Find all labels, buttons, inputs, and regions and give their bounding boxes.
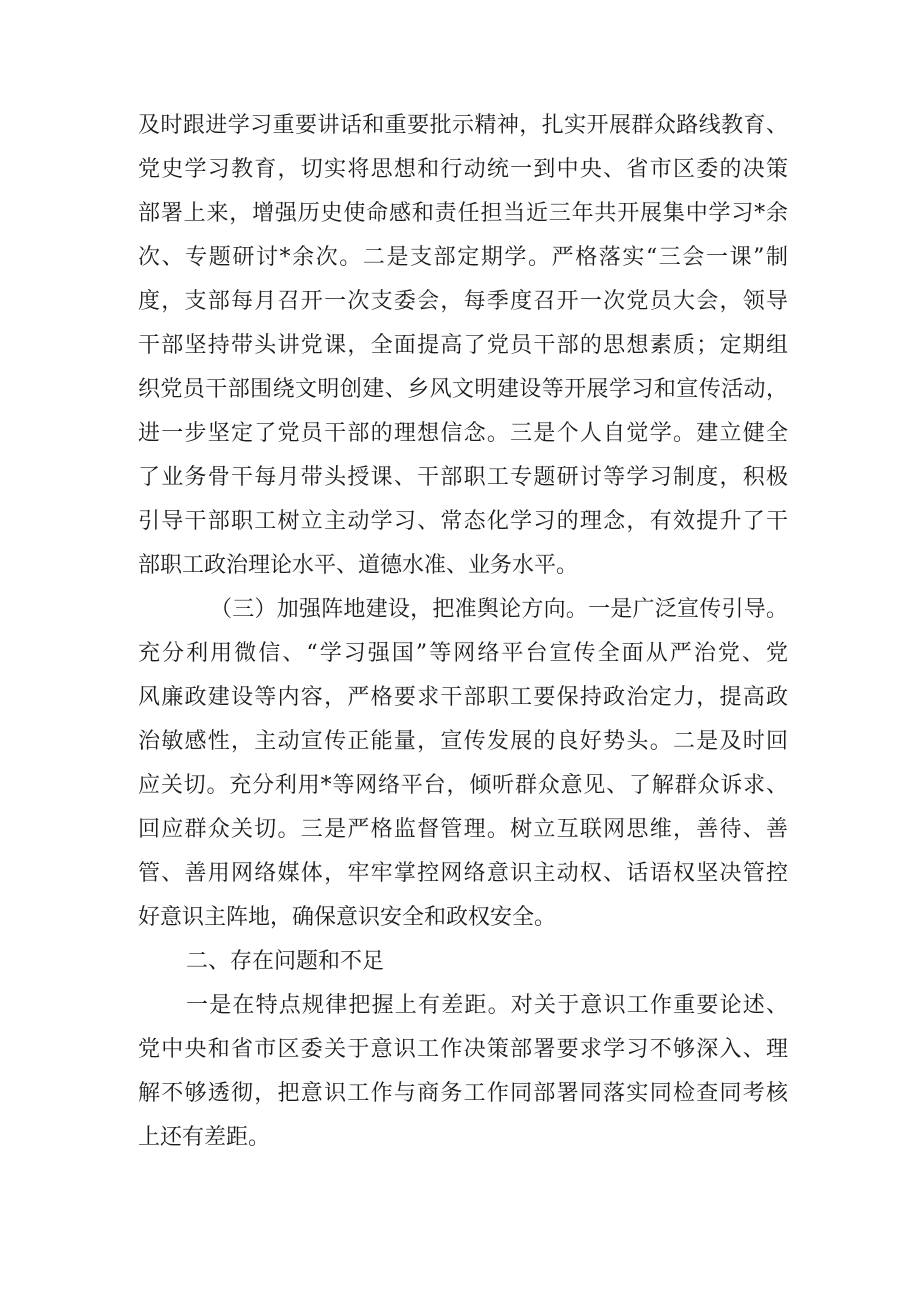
text-line-18: 管、善用网络媒体，牢牢掌控网络意识主动权、话语权坚决管控 bbox=[138, 861, 788, 886]
text-line-5: 度，支部每月召开一次支委会，每季度召开一次党员大会，领导 bbox=[138, 289, 788, 314]
text-line-17: 回应群众关切。三是严格监督管理。树立互联网思维，善待、善 bbox=[138, 817, 788, 842]
text-line-10: 引导干部职工树立主动学习、常态化学习的理念，有效提升了干 bbox=[138, 509, 788, 534]
text-line-2: 党史学习教育，切实将思想和行动统一到中央、省市区委的决策 bbox=[138, 157, 788, 182]
text-line-9: 了业务骨干每月带头授课、干部职工专题研讨等学习制度，积极 bbox=[138, 465, 788, 490]
text-line-7: 织党员干部围绕文明创建、乡风文明建设等开展学习和宣传活动， bbox=[138, 377, 788, 402]
text-line-16: 应关切。充分利用*等网络平台，倾听群众意见、了解群众诉求、 bbox=[138, 773, 788, 798]
text-line-13: 充分利用微信、“学习强国”等网络平台宣传全面从严治党、党 bbox=[138, 641, 788, 666]
text-line-11: 部职工政治理论水平、道德水准、业务水平。 bbox=[138, 553, 579, 578]
text-line-15: 治敏感性，主动宣传正能量，宣传发展的良好势头。二是及时回 bbox=[138, 729, 788, 754]
text-line-14: 风廉政建设等内容，严格要求干部职工要保持政治定力，提高政 bbox=[138, 685, 788, 710]
text-line-19: 好意识主阵地，确保意识安全和政权安全。 bbox=[138, 905, 557, 930]
section-heading-3: （三）加强阵地建设，把准舆论方向。一是广泛宣传引导。 bbox=[210, 597, 788, 622]
text-line-4: 次、专题研讨*余次。二是支部定期学。严格落实“三会一课”制 bbox=[138, 245, 788, 270]
text-line-21: 一是在特点规律把握上有差距。对关于意识工作重要论述、 bbox=[186, 993, 788, 1018]
text-line-24: 上还有差距。 bbox=[138, 1125, 271, 1150]
text-line-22: 党中央和省市区委关于意识工作决策部署要求学习不够深入、理 bbox=[138, 1037, 788, 1062]
text-line-1: 及时跟进学习重要讲话和重要批示精神，扎实开展群众路线教育、 bbox=[138, 113, 788, 138]
text-line-6: 干部坚持带头讲党课，全面提高了党员干部的思想素质；定期组 bbox=[138, 333, 788, 358]
text-line-3: 部署上来，增强历史使命感和责任担当近三年共开展集中学习*余 bbox=[138, 201, 788, 226]
text-line-8: 进一步坚定了党员干部的理想信念。三是个人自觉学。建立健全 bbox=[138, 421, 788, 446]
chapter-heading-2: 二、存在问题和不足 bbox=[186, 949, 385, 974]
text-line-23: 解不够透彻，把意识工作与商务工作同部署同落实同检查同考核 bbox=[138, 1081, 788, 1106]
